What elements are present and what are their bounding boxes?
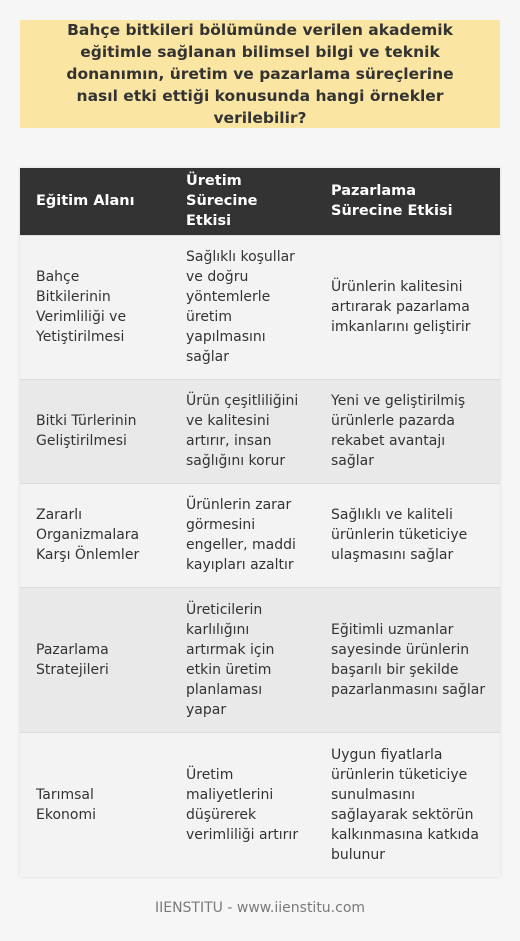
table-cell: Zararlı Organizmalara Karşı Önlemler (36, 507, 140, 563)
table-row (20, 483, 500, 587)
comparison-table (20, 168, 500, 877)
question-box (20, 20, 500, 128)
table-cell: Uygun fiyatlarla ürünlerin tüketiciye sunulmasını sağlayarak sektörün kalkınmasına katkıda bulunur (331, 746, 479, 863)
table-row (20, 235, 500, 379)
table-cell: Üretim maliyetlerini düşürerek verimliliği artırır (186, 766, 299, 843)
table-cell: Ürünlerin zarar görmesini engeller, maddi kayıpları azaltır (186, 497, 296, 573)
table-cell: Yeni ve geliştirilmiş ürünlerle pazarda rekabet avantajı sağlar (331, 393, 466, 469)
table-cell: Tarımsal Ekonomi (36, 786, 96, 823)
header-pazarlama-sureci: Pazarlama Sürecine Etkisi (331, 183, 453, 220)
header-egitim-alani: Eğitim Alanı (36, 193, 135, 210)
footer-credit: IIENSTITU - www.iienstitu.com (154, 900, 366, 916)
table-row (20, 732, 500, 877)
table-cell: Sağlıklı ve kaliteli ürünlerin tüketiciye ulaşmasını sağlar (331, 507, 468, 563)
table-cell: Ürün çeşitliliğini ve kalitesini artırır, insan sağlığını korur (186, 393, 299, 469)
table-cell: Eğitimli uzmanlar sayesinde ürünlerin başarılı bir şekilde pazarlanmasını sağlar (331, 621, 486, 698)
table-cell: Bahçe Bitkilerinin Verimliliği ve Yetiştirilmesi (36, 269, 127, 345)
table-cell: Pazarlama Stratejileri (36, 641, 109, 678)
table-row (20, 587, 500, 732)
header-uretim-sureci: Üretim Sürecine Etkisi (186, 173, 258, 230)
table-row (20, 379, 500, 483)
table-cell: Üreticilerin karlılığını artırmak için etkin üretim planlaması yapar (186, 601, 275, 718)
table-cell: Bitki Türlerinin Geliştirilmesi (36, 413, 137, 449)
table-cell: Ürünlerin kalitesini artırarak pazarlama imkanlarını geliştirir (331, 279, 471, 335)
table-cell: Sağlıklı koşullar ve doğru yöntemlerle üretim yapılmasını sağlar (186, 249, 295, 365)
question-text: Bahçe bitkileri bölümünde verilen akademik eğitimle sağlanan bilimsel bilgi ve teknik donanımın, üretim ve pazarlama süreçlerine nasıl etki ettiği konusunda hangi örnekler verilebilir? (66, 21, 454, 127)
table-header-row (20, 168, 500, 235)
